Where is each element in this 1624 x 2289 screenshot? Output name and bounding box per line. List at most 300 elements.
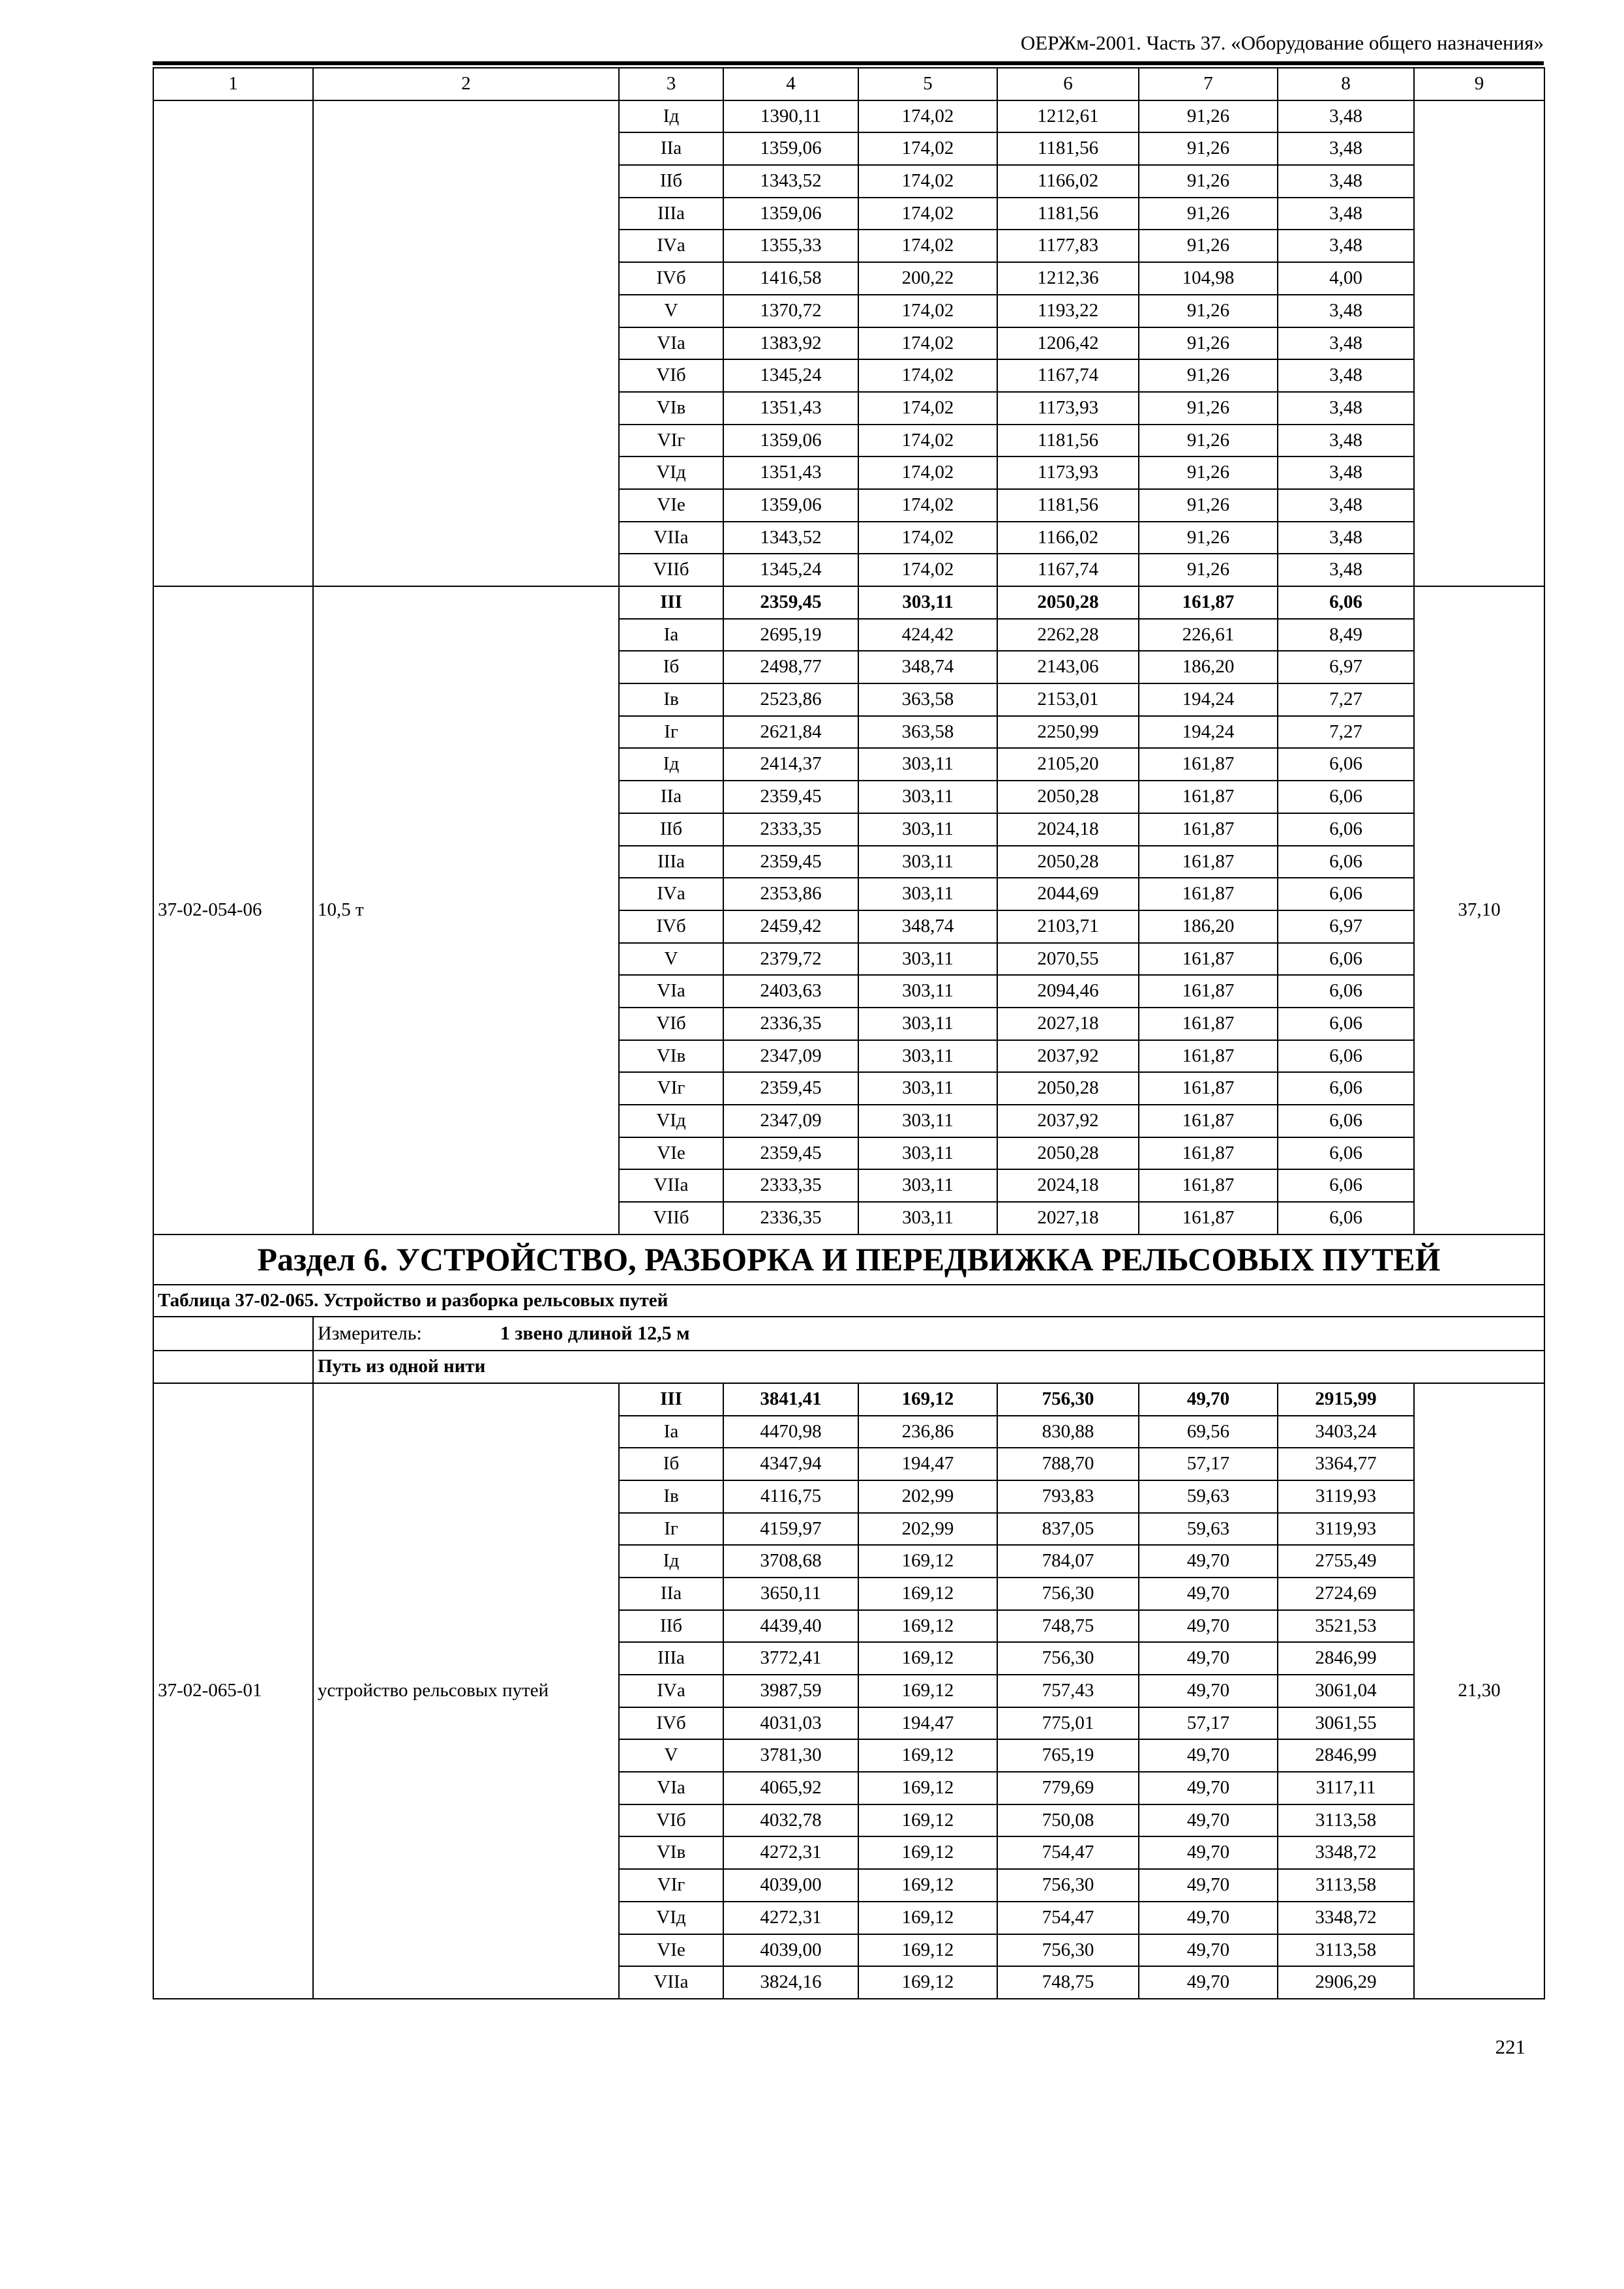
value-cell: 748,75: [997, 1966, 1139, 1999]
zone-cell: IIIа: [619, 198, 723, 230]
column-header-3: 3: [619, 68, 723, 100]
value-cell: 1177,83: [997, 230, 1139, 262]
code-cell: 37-02-054-06: [153, 586, 313, 1234]
value-cell: 1167,74: [997, 359, 1139, 392]
value-cell: 3,48: [1278, 100, 1414, 133]
value-cell: 2403,63: [723, 975, 858, 1008]
zone-cell: VIа: [619, 327, 723, 360]
value-cell: 1181,56: [997, 489, 1139, 522]
value-cell: 756,30: [997, 1642, 1139, 1675]
zone-cell: VIд: [619, 456, 723, 489]
value-cell: 1416,58: [723, 262, 858, 295]
value-cell: 4,00: [1278, 262, 1414, 295]
value-cell: 788,70: [997, 1448, 1139, 1480]
value-cell: 2414,37: [723, 748, 858, 781]
value-cell: 3061,04: [1278, 1675, 1414, 1707]
value-cell: 169,12: [858, 1804, 997, 1837]
value-cell: 1383,92: [723, 327, 858, 360]
zone-cell: VIе: [619, 1137, 723, 1170]
value-cell: 4039,00: [723, 1934, 858, 1967]
value-cell: 169,12: [858, 1545, 997, 1578]
value-cell: 348,74: [858, 651, 997, 683]
value-cell: 91,26: [1139, 392, 1278, 425]
value-cell: 174,02: [858, 425, 997, 457]
value-cell: 1343,52: [723, 165, 858, 198]
norms-table: [153, 67, 1545, 1999]
value-cell: 757,43: [997, 1675, 1139, 1707]
zone-cell: Iв: [619, 1480, 723, 1513]
value-cell: 3781,30: [723, 1739, 858, 1772]
value-cell: 194,47: [858, 1707, 997, 1740]
value-cell: 303,11: [858, 1008, 997, 1040]
value-cell: 1351,43: [723, 456, 858, 489]
value-cell: 49,70: [1139, 1578, 1278, 1610]
zone-cell: VIв: [619, 392, 723, 425]
extra-cell: [1414, 100, 1544, 586]
value-cell: 2050,28: [997, 1072, 1139, 1105]
zone-cell: VIв: [619, 1040, 723, 1073]
zone-cell: VIв: [619, 1836, 723, 1869]
value-cell: 161,87: [1139, 781, 1278, 813]
value-cell: 3,48: [1278, 425, 1414, 457]
value-cell: 161,87: [1139, 878, 1278, 910]
value-cell: 3,48: [1278, 165, 1414, 198]
value-cell: 174,02: [858, 359, 997, 392]
value-cell: 169,12: [858, 1772, 997, 1804]
table-block-37-02-065-01: [153, 1383, 1544, 1999]
value-cell: 2027,18: [997, 1008, 1139, 1040]
value-cell: 2037,92: [997, 1105, 1139, 1137]
value-cell: 6,06: [1278, 1040, 1414, 1073]
value-cell: 4065,92: [723, 1772, 858, 1804]
zone-cell: Iд: [619, 100, 723, 133]
zone-cell: IIа: [619, 781, 723, 813]
zone-cell: VIг: [619, 1869, 723, 1902]
zone-cell: IIб: [619, 1610, 723, 1643]
value-cell: 2347,09: [723, 1040, 858, 1073]
value-cell: 2724,69: [1278, 1578, 1414, 1610]
value-cell: 303,11: [858, 586, 997, 619]
code-cell: [153, 100, 313, 586]
value-cell: 2250,99: [997, 716, 1139, 749]
izmeritel-cell: [313, 1317, 1544, 1351]
value-cell: 3113,58: [1278, 1934, 1414, 1967]
value-cell: 784,07: [997, 1545, 1139, 1578]
desc-cell: [313, 100, 619, 586]
value-cell: 226,61: [1139, 619, 1278, 651]
value-cell: 3650,11: [723, 1578, 858, 1610]
value-cell: 59,63: [1139, 1480, 1278, 1513]
value-cell: 169,12: [858, 1383, 997, 1416]
zone-cell: VIб: [619, 1804, 723, 1837]
value-cell: 6,97: [1278, 651, 1414, 683]
value-cell: 161,87: [1139, 1202, 1278, 1234]
value-cell: 161,87: [1139, 1008, 1278, 1040]
value-cell: 174,02: [858, 132, 997, 165]
value-cell: 4470,98: [723, 1416, 858, 1448]
table-block-continuation: [153, 100, 1544, 586]
value-cell: 174,02: [858, 489, 997, 522]
value-cell: 1359,06: [723, 198, 858, 230]
value-cell: 2050,28: [997, 586, 1139, 619]
value-cell: 4116,75: [723, 1480, 858, 1513]
value-cell: 3,48: [1278, 132, 1414, 165]
value-cell: 303,11: [858, 1072, 997, 1105]
value-cell: 69,56: [1139, 1416, 1278, 1448]
value-cell: 303,11: [858, 1202, 997, 1234]
izmeritel-row: [153, 1317, 1544, 1351]
zone-cell: Iг: [619, 1513, 723, 1546]
zone-cell: Iа: [619, 1416, 723, 1448]
value-cell: 6,06: [1278, 781, 1414, 813]
page-header-text: ОЕРЖм-2001. Часть 37. «Оборудование общего назначения»: [1020, 31, 1544, 54]
empty-code-cell: [153, 1351, 313, 1383]
value-cell: 2103,71: [997, 910, 1139, 943]
page-header: [153, 31, 1544, 61]
value-cell: 174,02: [858, 456, 997, 489]
value-cell: 303,11: [858, 1105, 997, 1137]
zone-cell: IIа: [619, 1578, 723, 1610]
value-cell: 303,11: [858, 813, 997, 846]
value-cell: 303,11: [858, 846, 997, 878]
zone-cell: IVб: [619, 1707, 723, 1740]
section-heading-row: [153, 1234, 1544, 1285]
value-cell: 750,08: [997, 1804, 1139, 1837]
zone-cell: VIIб: [619, 1202, 723, 1234]
value-cell: 174,02: [858, 522, 997, 554]
value-cell: 91,26: [1139, 327, 1278, 360]
zone-cell: VIIа: [619, 1169, 723, 1202]
value-cell: 1355,33: [723, 230, 858, 262]
value-cell: 3521,53: [1278, 1610, 1414, 1643]
value-cell: 7,27: [1278, 683, 1414, 716]
value-cell: 6,06: [1278, 846, 1414, 878]
value-cell: 200,22: [858, 262, 997, 295]
value-cell: 2459,42: [723, 910, 858, 943]
value-cell: 161,87: [1139, 1072, 1278, 1105]
column-header-8: 8: [1278, 68, 1414, 100]
value-cell: 3113,58: [1278, 1804, 1414, 1837]
zone-cell: IVа: [619, 1675, 723, 1707]
value-cell: 49,70: [1139, 1966, 1278, 1999]
izmeritel-label: Измеритель:: [318, 1323, 422, 1345]
table-row: [153, 586, 1544, 619]
value-cell: 2094,46: [997, 975, 1139, 1008]
value-cell: 3403,24: [1278, 1416, 1414, 1448]
value-cell: 2359,45: [723, 1072, 858, 1105]
value-cell: 748,75: [997, 1610, 1139, 1643]
zone-cell: IVа: [619, 230, 723, 262]
value-cell: 49,70: [1139, 1934, 1278, 1967]
value-cell: 2523,86: [723, 683, 858, 716]
value-cell: 186,20: [1139, 910, 1278, 943]
value-cell: 6,06: [1278, 943, 1414, 976]
value-cell: 2695,19: [723, 619, 858, 651]
value-cell: 49,70: [1139, 1383, 1278, 1416]
value-cell: 7,27: [1278, 716, 1414, 749]
value-cell: 2379,72: [723, 943, 858, 976]
value-cell: 169,12: [858, 1642, 997, 1675]
value-cell: 91,26: [1139, 132, 1278, 165]
value-cell: 4439,40: [723, 1610, 858, 1643]
zone-cell: VIIа: [619, 522, 723, 554]
value-cell: 6,06: [1278, 878, 1414, 910]
value-cell: 174,02: [858, 392, 997, 425]
zone-cell: IIIа: [619, 1642, 723, 1675]
value-cell: 161,87: [1139, 1137, 1278, 1170]
value-cell: 194,24: [1139, 683, 1278, 716]
value-cell: 49,70: [1139, 1610, 1278, 1643]
value-cell: 1166,02: [997, 522, 1139, 554]
value-cell: 303,11: [858, 781, 997, 813]
value-cell: 1370,72: [723, 295, 858, 327]
path-subheader: Путь из одной нити: [313, 1351, 1544, 1383]
value-cell: 2359,45: [723, 846, 858, 878]
value-cell: 3,48: [1278, 327, 1414, 360]
value-cell: 3,48: [1278, 489, 1414, 522]
zone-cell: IIа: [619, 132, 723, 165]
value-cell: 6,06: [1278, 1202, 1414, 1234]
value-cell: 4272,31: [723, 1902, 858, 1934]
empty-code-cell: [153, 1317, 313, 1351]
zone-cell: VIб: [619, 1008, 723, 1040]
value-cell: 8,49: [1278, 619, 1414, 651]
value-cell: 1173,93: [997, 392, 1139, 425]
zone-cell: Iд: [619, 1545, 723, 1578]
value-cell: 6,06: [1278, 748, 1414, 781]
value-cell: 2050,28: [997, 1137, 1139, 1170]
value-cell: 2050,28: [997, 781, 1139, 813]
value-cell: 6,06: [1278, 975, 1414, 1008]
value-cell: 303,11: [858, 748, 997, 781]
izmeritel-value: 1 звено длиной 12,5 м: [500, 1323, 690, 1345]
zone-cell: VIе: [619, 1934, 723, 1967]
value-cell: 765,19: [997, 1739, 1139, 1772]
value-cell: 49,70: [1139, 1902, 1278, 1934]
value-cell: 174,02: [858, 165, 997, 198]
value-cell: 49,70: [1139, 1836, 1278, 1869]
value-cell: 348,74: [858, 910, 997, 943]
value-cell: 59,63: [1139, 1513, 1278, 1546]
desc-cell: 10,5 т: [313, 586, 619, 1234]
code-cell: 37-02-065-01: [153, 1383, 313, 1999]
value-cell: 2359,45: [723, 586, 858, 619]
value-cell: 161,87: [1139, 943, 1278, 976]
column-header-1: 1: [153, 68, 313, 100]
zone-cell: IVа: [619, 878, 723, 910]
value-cell: 174,02: [858, 230, 997, 262]
value-cell: 49,70: [1139, 1675, 1278, 1707]
zone-cell: VIIб: [619, 554, 723, 586]
value-cell: 104,98: [1139, 262, 1278, 295]
value-cell: 2070,55: [997, 943, 1139, 976]
value-cell: 174,02: [858, 198, 997, 230]
value-cell: 2037,92: [997, 1040, 1139, 1073]
value-cell: 174,02: [858, 327, 997, 360]
value-cell: 91,26: [1139, 198, 1278, 230]
value-cell: 2333,35: [723, 1169, 858, 1202]
zone-cell: IIIа: [619, 846, 723, 878]
zone-cell: VIа: [619, 975, 723, 1008]
value-cell: 169,12: [858, 1675, 997, 1707]
value-cell: 57,17: [1139, 1707, 1278, 1740]
value-cell: 837,05: [997, 1513, 1139, 1546]
section-heading-cell: [153, 1234, 1544, 1285]
value-cell: 3113,58: [1278, 1869, 1414, 1902]
value-cell: 3348,72: [1278, 1836, 1414, 1869]
value-cell: 1181,56: [997, 132, 1139, 165]
zone-cell: Iг: [619, 716, 723, 749]
value-cell: 6,06: [1278, 813, 1414, 846]
value-cell: 3364,77: [1278, 1448, 1414, 1480]
value-cell: 236,86: [858, 1416, 997, 1448]
zone-cell: VIг: [619, 425, 723, 457]
zone-cell: V: [619, 1739, 723, 1772]
value-cell: 754,47: [997, 1836, 1139, 1869]
value-cell: 1206,42: [997, 327, 1139, 360]
value-cell: 2336,35: [723, 1202, 858, 1234]
value-cell: 49,70: [1139, 1869, 1278, 1902]
value-cell: 3,48: [1278, 230, 1414, 262]
zone-cell: IVб: [619, 262, 723, 295]
value-cell: 363,58: [858, 683, 997, 716]
value-cell: 2846,99: [1278, 1642, 1414, 1675]
zone-cell: V: [619, 295, 723, 327]
value-cell: 91,26: [1139, 489, 1278, 522]
value-cell: 169,12: [858, 1902, 997, 1934]
table-row: [153, 1383, 1544, 1416]
zone-cell: VIг: [619, 1072, 723, 1105]
zone-cell: VIа: [619, 1772, 723, 1804]
value-cell: 2846,99: [1278, 1739, 1414, 1772]
value-cell: 49,70: [1139, 1642, 1278, 1675]
value-cell: 303,11: [858, 1137, 997, 1170]
value-cell: 91,26: [1139, 425, 1278, 457]
value-cell: 4031,03: [723, 1707, 858, 1740]
value-cell: 174,02: [858, 295, 997, 327]
value-cell: 3772,41: [723, 1642, 858, 1675]
value-cell: 303,11: [858, 943, 997, 976]
value-cell: 1359,06: [723, 425, 858, 457]
value-cell: 186,20: [1139, 651, 1278, 683]
value-cell: 194,24: [1139, 716, 1278, 749]
value-cell: 775,01: [997, 1707, 1139, 1740]
zone-cell: Iд: [619, 748, 723, 781]
extra-cell: 37,10: [1414, 586, 1544, 1234]
section-rows: [153, 1234, 1544, 1383]
subheader-row: [153, 1351, 1544, 1383]
column-header-7: 7: [1139, 68, 1278, 100]
value-cell: 1390,11: [723, 100, 858, 133]
value-cell: 1351,43: [723, 392, 858, 425]
value-cell: 4039,00: [723, 1869, 858, 1902]
table-block-37-02-054-06: [153, 586, 1544, 1234]
zone-cell: IVб: [619, 910, 723, 943]
header-rule: [153, 61, 1544, 65]
value-cell: 202,99: [858, 1480, 997, 1513]
value-cell: 2359,45: [723, 1137, 858, 1170]
value-cell: 424,42: [858, 619, 997, 651]
value-cell: 756,30: [997, 1578, 1139, 1610]
value-cell: 2050,28: [997, 846, 1139, 878]
value-cell: 2044,69: [997, 878, 1139, 910]
value-cell: 6,06: [1278, 586, 1414, 619]
value-cell: 3,48: [1278, 198, 1414, 230]
value-cell: 202,99: [858, 1513, 997, 1546]
value-cell: 3,48: [1278, 295, 1414, 327]
value-cell: 3117,11: [1278, 1772, 1414, 1804]
value-cell: 4032,78: [723, 1804, 858, 1837]
value-cell: 1212,61: [997, 100, 1139, 133]
value-cell: 169,12: [858, 1836, 997, 1869]
value-cell: 830,88: [997, 1416, 1139, 1448]
value-cell: 3,48: [1278, 522, 1414, 554]
value-cell: 169,12: [858, 1739, 997, 1772]
extra-cell: 21,30: [1414, 1383, 1544, 1999]
value-cell: 2024,18: [997, 813, 1139, 846]
value-cell: 756,30: [997, 1383, 1139, 1416]
value-cell: 1193,22: [997, 295, 1139, 327]
value-cell: 3119,93: [1278, 1480, 1414, 1513]
value-cell: 1343,52: [723, 522, 858, 554]
zone-cell: IIб: [619, 165, 723, 198]
value-cell: 174,02: [858, 554, 997, 586]
value-cell: 3987,59: [723, 1675, 858, 1707]
value-cell: 303,11: [858, 878, 997, 910]
zone-cell: VIд: [619, 1902, 723, 1934]
value-cell: 6,06: [1278, 1105, 1414, 1137]
table-row: [153, 100, 1544, 133]
table-title: Таблица 37-02-065. Устройство и разборка рельсовых путей: [153, 1285, 1544, 1317]
value-cell: 91,26: [1139, 295, 1278, 327]
value-cell: 49,70: [1139, 1545, 1278, 1578]
value-cell: 169,12: [858, 1934, 997, 1967]
column-header-6: 6: [997, 68, 1139, 100]
value-cell: 6,06: [1278, 1137, 1414, 1170]
value-cell: 91,26: [1139, 359, 1278, 392]
value-cell: 1359,06: [723, 132, 858, 165]
zone-cell: VIIа: [619, 1966, 723, 1999]
value-cell: 3061,55: [1278, 1707, 1414, 1740]
value-cell: 161,87: [1139, 813, 1278, 846]
zone-cell: VIе: [619, 489, 723, 522]
value-cell: 3,48: [1278, 392, 1414, 425]
desc-cell: устройство рельсовых путей: [313, 1383, 619, 1999]
value-cell: 91,26: [1139, 522, 1278, 554]
value-cell: 2359,45: [723, 781, 858, 813]
value-cell: 2915,99: [1278, 1383, 1414, 1416]
value-cell: 3708,68: [723, 1545, 858, 1578]
column-number-row: [153, 68, 1544, 100]
value-cell: 2262,28: [997, 619, 1139, 651]
column-header-5: 5: [858, 68, 997, 100]
value-cell: 1181,56: [997, 425, 1139, 457]
value-cell: 161,87: [1139, 748, 1278, 781]
zone-cell: Iб: [619, 1448, 723, 1480]
zone-cell: V: [619, 943, 723, 976]
value-cell: 161,87: [1139, 846, 1278, 878]
value-cell: 793,83: [997, 1480, 1139, 1513]
value-cell: 169,12: [858, 1869, 997, 1902]
value-cell: 754,47: [997, 1902, 1139, 1934]
value-cell: 4159,97: [723, 1513, 858, 1546]
value-cell: 4272,31: [723, 1836, 858, 1869]
zone-cell: VIб: [619, 359, 723, 392]
value-cell: 6,06: [1278, 1008, 1414, 1040]
value-cell: 91,26: [1139, 554, 1278, 586]
value-cell: 2027,18: [997, 1202, 1139, 1234]
value-cell: 2153,01: [997, 683, 1139, 716]
